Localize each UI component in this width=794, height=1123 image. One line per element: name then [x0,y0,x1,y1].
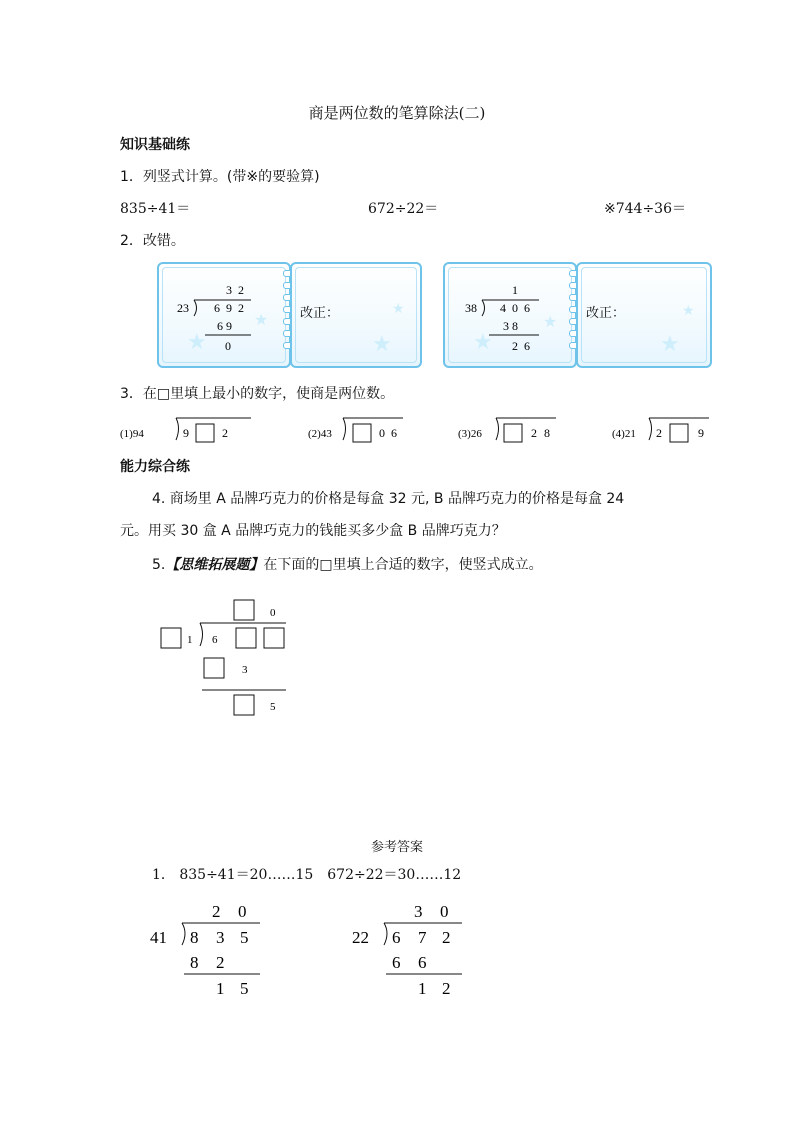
answers-title: 参考答案 [370,840,423,855]
quotient-digit: 1 [512,283,518,297]
fill-in-box[interactable] [234,695,254,715]
question-2-label: 2．改错。 [120,233,185,249]
product-digit: 6 [418,953,427,972]
product-digit: 3 [242,664,248,676]
q3-digit: 9 [698,426,704,440]
divisor: 38 [465,301,477,315]
q5-division-puzzle [156,598,306,720]
quotient-digit: 0 [270,607,276,619]
q3-digit: 2 [656,426,662,440]
dividend-digit: 6 [212,634,218,646]
remainder-digit: 2 [442,979,451,998]
dividend-digit: 6 [392,928,401,947]
remainder-digit: 5 [270,701,276,713]
product-digit: 6 [392,953,401,972]
fill-in-box[interactable] [196,424,214,442]
q3-prefix: (3)26 [458,428,482,440]
q3-prefix: (1)94 [120,428,144,440]
fill-in-box[interactable] [264,628,284,648]
dividend-digit: 2 [442,928,451,947]
divisor: 41 [150,928,167,947]
page-title: 商是两位数的笔算除法(二) [308,104,486,122]
dividend-digit: 4 [500,301,506,315]
question-5 [152,554,543,574]
product-digit: 9 [226,319,232,333]
fill-in-box[interactable] [353,424,371,442]
wrong-division-2 [445,264,575,366]
question-4-line-2: 元。用买 30 盒 A 品牌巧克力的钱能买多少盒 B 品牌巧克力？ [120,523,506,539]
quotient-digit: 0 [238,902,247,921]
product-digit: 3 [503,319,509,333]
quotient-digit: 0 [440,902,449,921]
fill-in-box[interactable] [670,424,688,442]
product-digit: 8 [190,953,199,972]
star-decoration-icon: ★ [187,330,207,355]
wrong-division-1 [159,264,289,366]
remainder-digit: 1 [418,979,427,998]
dividend-digit: 6 [524,301,530,315]
divisor-digit: 1 [187,634,193,646]
q3-digit: 9 [183,426,189,440]
section-heading-advanced: 能力综合练 [120,459,190,475]
question-3-label: 3．在□里填上最小的数字，使商是两位数。 [120,386,395,402]
remainder-digit: 6 [524,339,530,353]
question-4-line-1: 4. 商场里 A 品牌巧克力的价格是每盒 32 元, B 品牌巧克力的价格是每盒 24 [152,491,625,507]
thinking-tag: 【思维拓展题】 [165,557,264,573]
star-decoration-icon: ★ [473,330,493,355]
remainder: 0 [225,339,231,353]
answer-division-2 [352,895,472,1000]
section-heading-basic: 知识基础练 [120,137,190,153]
product-digit: 2 [216,953,225,972]
correction-label: 改正： [300,306,340,321]
star-decoration-icon: ★ [372,332,392,357]
star-decoration-icon: ★ [392,301,405,317]
q3-digit: 2 [222,426,228,440]
q1-expression-2: 672÷22＝ [368,201,439,217]
correction-label: 改正： [586,306,626,321]
dividend-digit: 9 [226,301,232,315]
q3-item-3 [458,418,556,442]
star-decoration-icon: ★ [254,310,269,329]
fill-in-box[interactable] [161,628,181,648]
remainder-digit: 5 [240,979,249,998]
star-decoration-icon: ★ [543,312,558,331]
fill-in-box[interactable] [204,658,224,678]
question-5-number: 5. [152,557,166,573]
dividend-digit: 7 [418,928,427,947]
question-5-text: 在下面的□里填上合适的数字，使竖式成立。 [263,557,543,573]
remainder-digit: 1 [216,979,225,998]
q3-item-4 [612,418,709,442]
q3-digit: 6 [391,426,397,440]
star-decoration-icon: ★ [660,332,680,357]
product-digit: 6 [217,319,223,333]
dividend-digit: 6 [214,301,220,315]
product-digit: 8 [512,319,518,333]
q3-item-1 [120,418,251,442]
quotient-digit: 2 [238,283,244,297]
q1-expression-1: 835÷41＝ [120,201,191,217]
q3-digit: 0 [379,426,385,440]
divisor: 23 [177,301,189,315]
q1-expression-3: ※744÷36＝ [604,201,686,217]
question-1-label: 1．列竖式计算。(带※的要验算) [120,169,320,185]
divisor: 22 [352,928,369,947]
fill-in-box[interactable] [234,600,254,620]
answer-division-1 [150,895,270,1000]
quotient-digit: 2 [212,902,221,921]
dividend-digit: 5 [240,928,249,947]
remainder-digit: 2 [512,339,518,353]
q3-digit: 2 [531,426,537,440]
q3-division-row [118,410,718,446]
fill-in-box[interactable] [236,628,256,648]
q3-prefix: (2)43 [308,428,332,440]
dividend-digit: 2 [238,301,244,315]
q3-digit: 8 [544,426,550,440]
fill-in-box[interactable] [504,424,522,442]
dividend-digit: 3 [216,928,225,947]
quotient-digit: 3 [414,902,423,921]
q3-prefix: (4)21 [612,428,636,440]
dividend-digit: 0 [512,301,518,315]
answer-1-line: 1． 835÷41＝20……15 672÷22＝30……12 [152,867,462,883]
star-decoration-icon: ★ [682,303,695,319]
dividend-digit: 8 [190,928,199,947]
q3-item-2 [308,418,403,442]
quotient-digit: 3 [226,283,232,297]
